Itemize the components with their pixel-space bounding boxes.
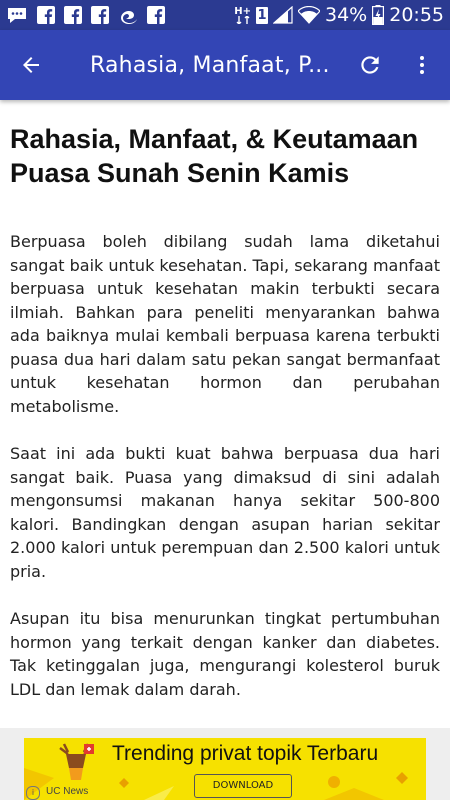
facebook-icon [37, 6, 55, 24]
article-paragraph: Asupan itu bisa menurunkan tingkat pertumbuhan hormon yang terkait dengan kanker dan diabetes. Tak ketinggalan juga, mengurangi kolesterol buruk LDL dan lemak dalam darah. [10, 609, 440, 699]
ad-banner[interactable] [24, 738, 426, 800]
network-type-label: H+ [234, 5, 251, 17]
status-bar [0, 0, 450, 30]
refresh-button[interactable] [350, 30, 390, 100]
article-title: Rahasia, Manfaat, & Keutamaan Puasa Sunah Senin Kamis [10, 124, 419, 188]
article-paragraph: Berpuasa boleh dibilang sudah lama diketahui sangat baik untuk kesehatan. Tapi, sekarang manfaat berpuasa untuk kesehatan makin terbukti secara ilmiah. Bahkan para peneliti menyarankan bahwa ada baiknya mulai kembali berpuasa karena terbukti puasa dua hari dalam satu pekan sangat bermanfaat untuk kesehatan hormon dan perubahan metabolisme. [10, 232, 440, 416]
app-bar [0, 30, 450, 100]
ad-container [0, 728, 450, 800]
notification-icons [6, 6, 165, 24]
battery-percent: 34% [325, 4, 368, 26]
back-button[interactable] [0, 30, 62, 100]
app-bar-title: Rahasia, Manfaat, P... [90, 52, 330, 78]
article-paragraph: Saat ini ada bukti kuat bahwa berpuasa dua hari sangat baik. Puasa yang dimaksud di sini adalah mengonsumsi makanan hanya sekitar 500-800 kalori. Bandingkan dengan asupan harian sekitar 2.000 kalori untuk perempuan dan 2.500 kalori untuk pria. [10, 444, 440, 581]
back-arrow-icon [19, 53, 43, 77]
ad-brand-label: UC News [46, 786, 89, 797]
battery-charging-icon [372, 5, 384, 25]
ad-headline: Trending privat topik Terbaru [112, 742, 379, 765]
system-icons [234, 4, 444, 26]
sim-label: 1 [257, 7, 267, 23]
article-body [10, 100, 440, 701]
sim-1-icon [256, 7, 268, 24]
overflow-menu-button[interactable] [402, 30, 442, 100]
uc-news-logo [54, 740, 98, 784]
wifi-icon [298, 6, 320, 24]
uc-browser-icon [118, 6, 138, 24]
clock: 20:55 [389, 4, 444, 26]
facebook-icon [64, 6, 82, 24]
messenger-icon [6, 6, 28, 24]
hplus-icon [234, 7, 251, 24]
refresh-icon [357, 52, 383, 78]
more-vert-icon [410, 53, 434, 77]
facebook-icon [147, 6, 165, 24]
ad-download-button[interactable]: DOWNLOAD [194, 774, 292, 798]
ad-info-icon[interactable]: i [26, 786, 40, 800]
facebook-icon [91, 6, 109, 24]
signal-icon [273, 6, 293, 24]
